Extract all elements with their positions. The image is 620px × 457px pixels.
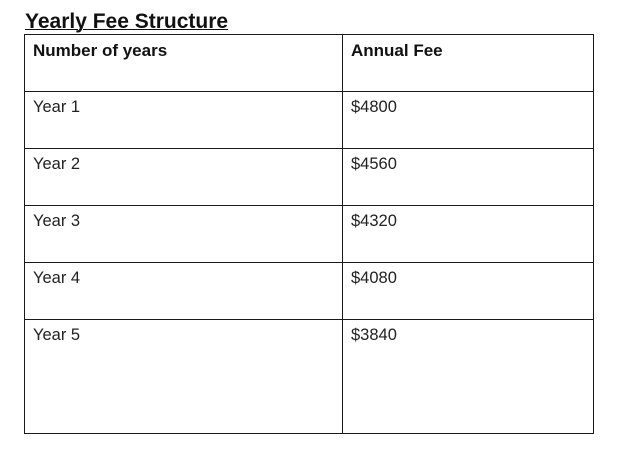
fee-cell: $4080 xyxy=(343,263,594,320)
year-cell: Year 4 xyxy=(25,263,343,320)
page-title: Yearly Fee Structure xyxy=(25,10,229,33)
fee-table xyxy=(24,34,594,434)
year-cell: Year 1 xyxy=(25,92,343,149)
fee-cell: $3840 xyxy=(343,320,594,434)
table-row xyxy=(25,263,594,320)
year-cell: Year 5 xyxy=(25,320,343,434)
year-cell: Year 2 xyxy=(25,149,343,206)
header-annual-fee: Annual Fee xyxy=(343,35,594,92)
table-row xyxy=(25,320,594,434)
year-cell: Year 3 xyxy=(25,206,343,263)
table-header-row xyxy=(25,35,594,92)
fee-cell: $4800 xyxy=(343,92,594,149)
table-row xyxy=(25,92,594,149)
header-number-of-years: Number of years xyxy=(25,35,343,92)
fee-cell: $4320 xyxy=(343,206,594,263)
table-row xyxy=(25,149,594,206)
fee-cell: $4560 xyxy=(343,149,594,206)
table-row xyxy=(25,206,594,263)
